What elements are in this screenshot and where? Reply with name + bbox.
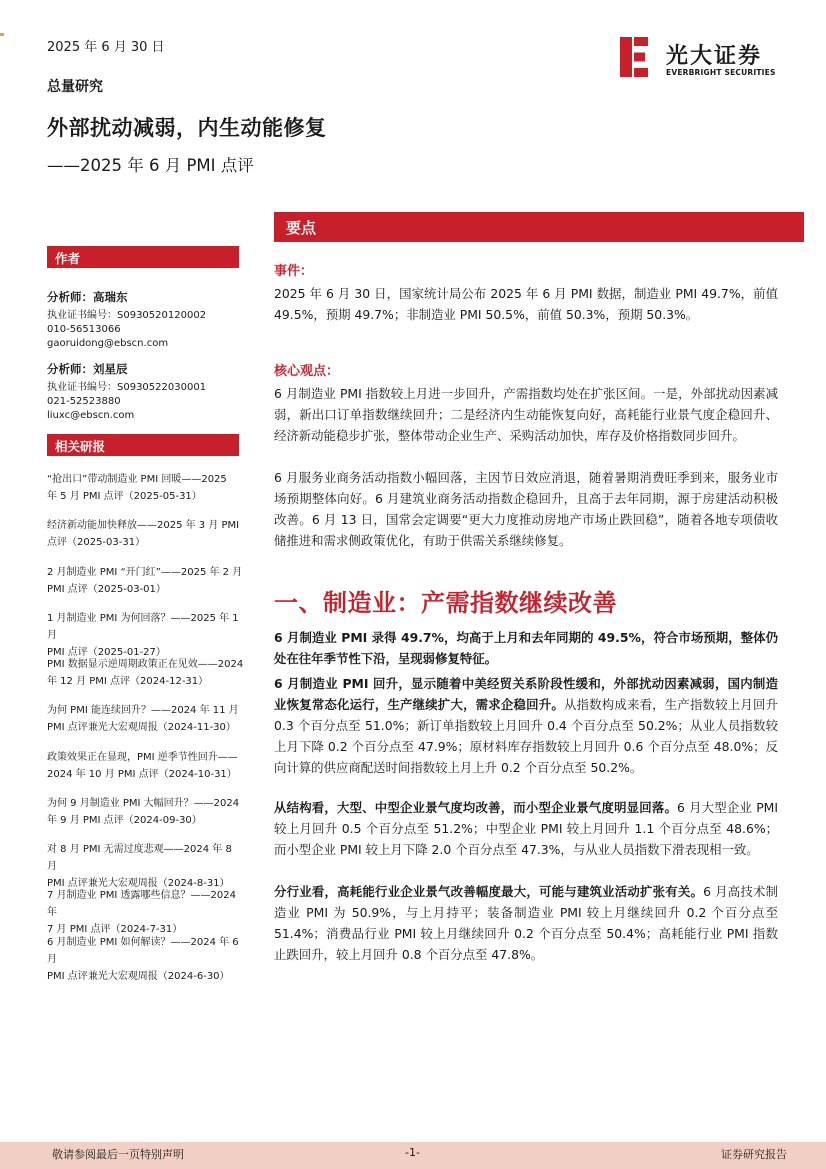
related-line: 7 月制造业 PMI 透露哪些信息？——2024 年 [47, 890, 236, 918]
analyst-card [47, 362, 247, 423]
bold-lead: 从结构看，大型、中型企业景气度均改善，而小型企业景气度明显回落。 [274, 800, 678, 815]
page-title: 外部扰动减弱，内生动能修复 [47, 116, 327, 140]
analyst-email[interactable]: gaoruidong@ebscn.com [47, 338, 169, 349]
body-paragraph [274, 627, 778, 669]
related-report-link[interactable] [47, 749, 244, 783]
analyst-cert: 执业证书编号：S0930520120002 [47, 310, 207, 321]
event-paragraph: 2025 年 6 月 30 日，国家统计局公布 2025 年 6 月 PMI 数据，制造业 PMI 49.7%，前值 49.5%，预期 49.7%；非制造业 PMI 50.5%，前值 50.3%，预期 50.3%。 [274, 286, 778, 322]
related-line: 政策效果正在显现，PMI 逆季节性回升—— [47, 752, 238, 763]
related-line: 年 5 月 PMI 点评（2025-05-31） [47, 491, 202, 502]
analyst-phone: 021-52523880 [47, 396, 121, 407]
related-line: 2 月制造业 PMI “开门红”——2025 年 2 月 [47, 567, 243, 578]
page-subtitle: ——2025 年 6 月 PMI 点评 [47, 156, 254, 175]
related-line: PMI 数据显示逆周期政策正在见效——2024 [47, 659, 244, 670]
analyst-phone: 010-56513066 [47, 324, 121, 335]
footer-disclaimer: 敬请参阅最后一页特别声明 [52, 1148, 184, 1161]
analyst-email[interactable]: liuxc@ebscn.com [47, 410, 135, 421]
logo-cn-text: 光大证券 [666, 44, 763, 69]
bold-lead: 分行业看，高耗能行业企业景气改善幅度最大，可能与建筑业活动扩张有关。 [274, 884, 704, 899]
related-line: 为何 PMI 能连续回升？——2024 年 11 月 [47, 705, 239, 716]
related-line: PMI 点评兼光大宏观周报（2024-11-30） [47, 722, 236, 733]
related-line: 对 8 月 PMI 无需过度悲观——2024 年 8 月 [47, 844, 232, 872]
body-paragraph [274, 797, 778, 860]
related-header [47, 434, 239, 456]
report-date: 2025 年 6 月 30 日 [47, 40, 165, 55]
core-view-label: 核心观点： [274, 364, 340, 379]
related-report-link[interactable] [47, 471, 244, 505]
report-category: 总量研究 [47, 79, 103, 95]
analyst-card [47, 290, 247, 351]
logo-en-text: EVERBRIGHT SECURITIES [666, 68, 776, 77]
everbright-logo-icon [620, 37, 650, 77]
analyst-cert: 执业证书编号：S0930522030001 [47, 382, 207, 393]
section-title: 一、制造业：产需指数继续改善 [274, 589, 617, 617]
body-text: 6 月大型企业 PMI 较上月回升 0.5 个百分点至 51.2%；中型企业 PMI 较上月回升 1.1 个百分点至 48.6%；而小型企业 PMI 较上月下降 2.0 个百分点至 47.3%，与从业人员指数下滑表现相一致。 [274, 800, 779, 857]
related-header-label: 相关研报 [55, 439, 106, 454]
core-paragraph: 6 月服务业商务活动指数小幅回落，主因节日效应消退，随着暑期消费旺季到来，服务业市场预期整体向好。6 月建筑业商务活动指数企稳回升，且高于去年同期，源于房建活动积极改善。6 月 13 日，国常会定调要“更大力度推动房地产市场止跌回稳”，随着各地专项债收储推进和需求侧政策优化，有助于供需关系继续修复。 [274, 470, 778, 548]
key-points-header [274, 212, 804, 242]
related-line: 年 9 月 PMI 点评（2024-09-30） [47, 815, 202, 826]
related-report-link[interactable] [47, 795, 244, 829]
footer-report-type: 证券研究报告 [721, 1148, 787, 1161]
analyst-name: 分析师：刘星辰 [47, 362, 128, 376]
related-line: 年 12 月 PMI 点评（2024-12-31） [47, 676, 209, 687]
related-line: PMI 点评（2025-01-27） [47, 647, 166, 658]
related-line: 6 月制造业 PMI 如何解读？——2024 年 6 月 [47, 937, 239, 965]
body-paragraph [274, 881, 778, 965]
authors-header [47, 246, 239, 268]
related-line: “抢出口”带动制造业 PMI 回暖——2025 [47, 474, 227, 485]
body-text: 6 月高技术制造业 PMI 为 50.9%，与上月持平；装备制造业 PMI 较上月继续回升 0.2 个百分点至 51.4%；消费品行业 PMI 较上月继续回升 0.2 个百分点至 50.4%；高耗能行业 PMI 指数止跌回升，较上月回升 0.8 个百分点至 47.8%。 [274, 884, 778, 962]
related-report-link[interactable] [47, 887, 244, 938]
related-line: 2024 年 10 月 PMI 点评（2024-10-31） [47, 769, 237, 780]
analyst-name: 分析师：高瑞东 [47, 290, 128, 304]
related-report-link[interactable] [47, 656, 244, 690]
brand-logo [620, 37, 776, 81]
authors-header-label: 作者 [55, 251, 81, 266]
core-paragraph: 6 月制造业 PMI 指数较上月进一步回升，产需指数均处在扩张区间。一是，外部扰动因素减弱，新出口订单指数继续回升；二是经济内生动能恢复向好，高耗能行业景气度企稳回升、经济新动能稳步扩张，整体带动企业生产、采购活动加快，库存及价格指数同步回升。 [274, 386, 778, 443]
related-line: PMI 点评兼光大宏观周报（2024-6-30） [47, 971, 230, 982]
related-line: 点评（2025-03-31） [47, 537, 146, 548]
related-line: 7 月 PMI 点评（2024-7-31） [47, 924, 183, 935]
related-report-link[interactable] [47, 841, 244, 892]
corner-mark [0, 33, 4, 36]
related-line: PMI 点评兼光大宏观周报（2024-8-31） [47, 878, 230, 889]
related-line: 为何 9 月制造业 PMI 大幅回升？——2024 [47, 798, 240, 809]
related-report-link[interactable] [47, 934, 244, 985]
key-points-label: 要点 [286, 219, 317, 237]
bold-lead: 6 月制造业 PMI 回升，显示随着中美经贸关系阶段性缓和，外部扰动因素减弱，国内制造业恢复常态化运行，生产继续扩大，需求企稳回升。 [274, 676, 778, 712]
related-report-link[interactable] [47, 702, 244, 736]
body-text: 从指数构成来看，生产指数较上月回升 0.3 个百分点至 51.0%；新订单指数较上月回升 0.4 个百分点至 50.2%；从业人员指数较上月下降 0.2 个百分点至 47.9%；原材料库存指数较上月回升 0.6 个百分点至 48.0%；反向计算的供应商配送时间指数较上月上升 0.2 个百分点至 50.2%。 [274, 697, 779, 775]
related-line: 1 月制造业 PMI 为何回落？——2025 年 1 月 [47, 613, 239, 641]
bold-lead: 6 月制造业 PMI 录得 49.7%，均高于上月和去年同期的 49.5%，符合市场预期，整体仍处在往年季节性下沿，呈现弱修复特征。 [274, 630, 778, 666]
body-paragraph [274, 673, 778, 778]
related-report-link[interactable] [47, 564, 244, 598]
related-report-link[interactable] [47, 517, 244, 551]
related-line: PMI 点评（2025-03-01） [47, 584, 166, 595]
event-label: 事件： [274, 264, 314, 279]
page-number: -1- [405, 1146, 420, 1159]
related-report-link[interactable] [47, 610, 244, 661]
related-line: 经济新动能加快释放——2025 年 3 月 PMI [47, 520, 240, 531]
